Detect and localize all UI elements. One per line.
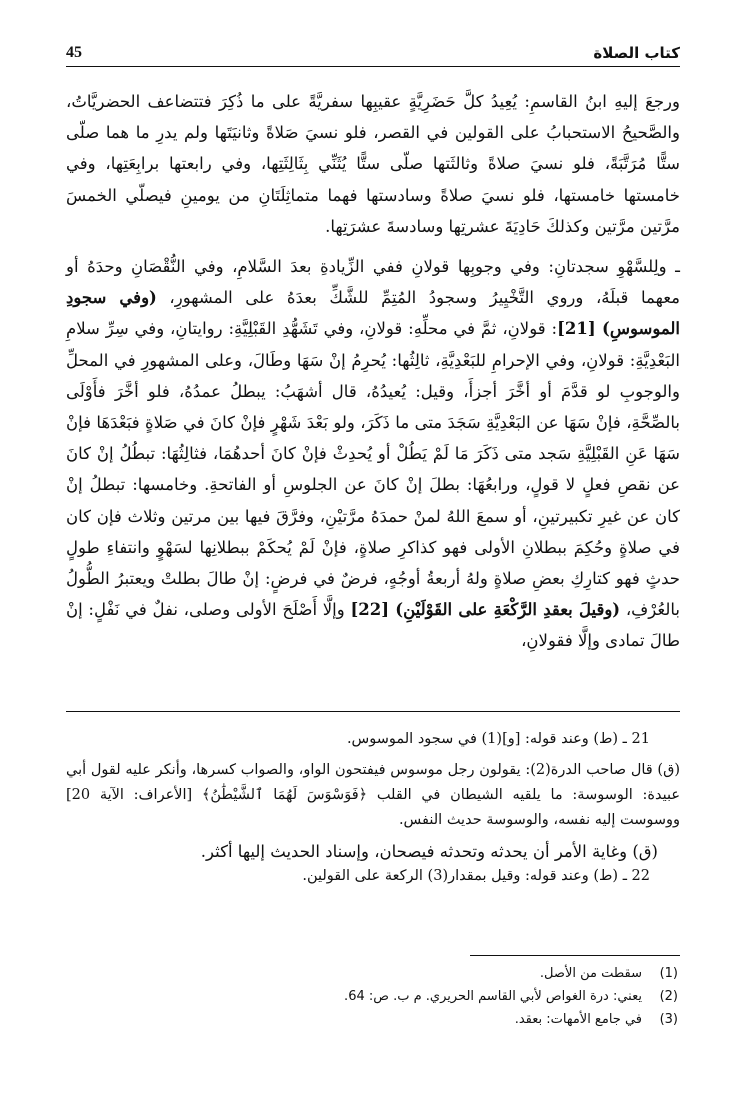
footnote-item [66,1008,678,1031]
paragraph-2 [66,251,680,657]
footnote-number: (1) [659,966,678,981]
footnote-item [66,962,678,985]
footnotes [66,962,678,1031]
running-title: كتاب الصلاة [593,44,680,62]
note-22: 22 ـ (ط) وعند قوله: وقيل بمقدار(3) الركعة على القولين. [302,868,650,884]
footnote-text: في جامع الأمهات: بعقد. [514,1012,642,1027]
note-q2: (ق) وغاية الأمر أن يحدثه وتحدثه فيصحان، وإسناد الحديث إليها أكثر. [200,842,658,861]
footnote-text: سقطت من الأصل. [539,966,642,981]
commentary-notes [66,727,680,889]
paragraph-2-text-a: ـ ولِلسَّهْوِ سجدتانِ: وفي وجوبِها قولانِ ففي الزِّيادةِ بعدَ السَّلامِ، وفي النُّقْصَانِ وحدَهُ أو معهما قبلَهُ، وروي التَّخْيِيرُ وسجودُ المُتِمِّ للشَّكِّ بعدَهُ على المشهورِ، [66,257,680,308]
notes-divider [66,711,680,712]
page-number: 45 [66,44,82,61]
bold-quote-22: (وقيلَ بعقدِ الرَّكْعَةِ على القَوْلَيْنِ) [22] [350,600,621,620]
paragraph-2-text-b: : قولانِ، ثمَّ في محلِّهِ: قولانِ، وفي تَشَهُّدِ القَبْلِيَّةِ: روايتانِ، وفي سِرِّ سلامِ البَعْدِيَّةِ: قولانِ، وفي الإحرامِ للبَعْدِيَّةِ، ثالِثُها: يُحرِمُ إنْ سَهَا وطَالَ، وعلى المشهورِ في المحلِّ والوجوبِ لو قدَّمَ أو أخَّرَ أجزأَ، وقيل: يُعيدُهُ، قال أشهَبُ: يبطلُ عمدُهُ، فلو أخَّرَ فأَوْلَى بالصِّحَّةِ، فإنْ سَهَا عن البَعْدِيَّةِ سَجَدَ متى ما ذَكَرَ، ولو بَعْدَ شَهْرٍ فإنْ كانَ في صَلاةٍ فبَعْدَهَا فإنْ سَهَا عَنِ القَبْلِيَّةِ سَجد متى ذَكَرَ مَا لَمْ يَطُلْ أو يُحدِثْ فإنْ كانَ أحدهُمَا، فثالِثُهَا: تبطُلُ إنْ كانَ عن نقصِ فعلٍ لا قولٍ، ورابعُهَا: بطلَ إنْ كانَ عن الجلوسِ أو الفاتحةِ. وخامسها: تبطلُ إنْ كان عن غيرِ تكبيرتينِ، أو سمعَ اللهُ لمنْ حمدَهُ مرَّتيْنِ، وفرَّقَ فيها بين مرتين وثلاث فإن كان في صلاةٍ وحُكِمَ ببطلانِ الأولى فهو كذاكرِ صلاةٍ، فإنْ لَمْ يُحكَمْ ببطلانِها لسَهْوٍ وانتفاءِ طولٍ حدثٍ فهو كتارِكِ بعضِ صلاةٍ ولهُ أربعةُ أوجُهٍ، فرضٌ في فرضٍ: إنْ طالَ بطلتْ ويعتبرُ الطُّولُ بالعُرْفِ، [66,319,680,620]
bold-quote-21: (وفي سجودِ الموسوسِ) [21] [66,288,680,339]
note-21: 21 ـ (ط) وعند قوله: [و](1) في سجود الموسوس. [346,731,650,747]
note-q1: (ق) قال صاحب الدرة(2): يقولون رجل موسوس فيفتحون الواو، والصواب كسرها، وأنكر عليه لقول أبي عبيدة: الوسوسة: ما يلقيه الشيطان في القلب ﴿فَوَسْوَسَ لَهُمَا ٱلشَّيْطَٰنُ﴾ [الأعراف: الآية 20] ووسوست إليه نفسه، والوسوسة حديث النفس. [66,762,680,828]
page-header [66,38,680,67]
footnote-number: (3) [659,1012,678,1027]
footnote-divider [470,955,680,956]
footnote-item [66,985,678,1008]
paragraph-2-text-c: وإلَّا أَصْلَحَ الأولى وصلى، نفلٌ في نَفْلٍ: إنْ طالَ تمادى وإلَّا فقولانِ، [66,600,680,651]
footnote-text: يعني: درة الغواص لأبي القاسم الحريري. م ب. ص: 64. [344,989,642,1004]
paragraph-1: ورجعَ إليهِ ابنُ القاسمِ: يُعِيدُ كلَّ حَضَرِيَّةٍ عقيبِها سفريَّةً على ما ذُكِرَ فتتضاعف الحضريَّاتُ، والصَّحيحُ الاستحبابُ على القولين في القصر، فلو نسيَ صَلاةً وثانيَتَها ولم يدرِ ما هما صلّى ستًّا مُرَتَّبَةً، فلو نسيَ صلاةً وثالثَتها صلّى ستًّا يُثَنِّي بِثَالِثَتِها، وفي رابعتها برابِعَتِها، وفي خامستها خامستها، فلو نسيَ صلاةً وسادستها فهما متماثِلَتَانِ من يومينِ فيصلّي الخمسَ مرَّتين مرَّتين وكذلكَ حَادِيَةَ عشرتِها وسادسةَ عشرَتِها. [66,92,680,236]
main-text [66,86,680,657]
footnote-number: (2) [659,989,678,1004]
